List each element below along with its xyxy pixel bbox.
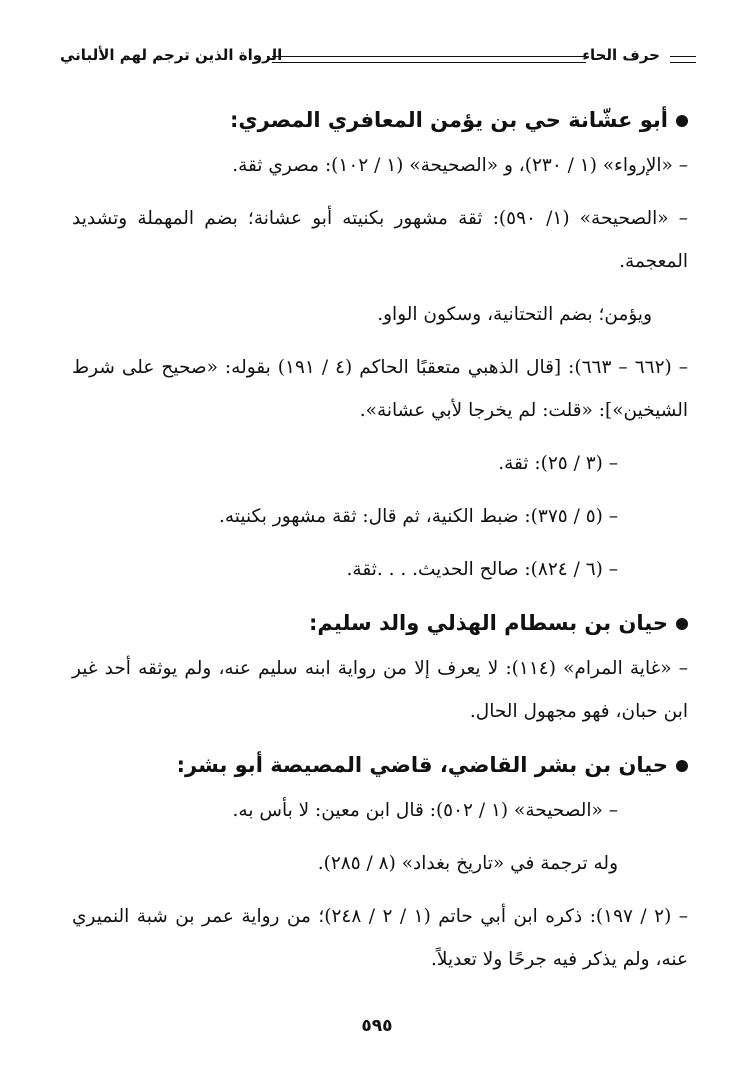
entry-paragraph: – (٥ / ٣٧٥): ضبط الكنية، ثم قال: ثقة مشهور بكنيته. — [218, 506, 618, 527]
bullet-icon — [676, 618, 688, 630]
entry-heading — [72, 102, 688, 138]
header-book-title: الرواة الذين ترجم لهم الألباني — [60, 46, 283, 64]
entry-paragraph: – (٦٦٢ – ٦٦٣): [قال الذهبي متعقبًا الحاكم (٤ / ١٩١) بقوله: «صحيح على شرط الشيخين»]: «قلت: لم يخرجا لأبي عشانة». — [72, 357, 688, 421]
entry-heading-text: حيان بن بشر القاضي، قاضي المصيصة أبو بشر: — [176, 753, 668, 777]
page-number: ٥٩٥ — [361, 1016, 393, 1036]
header-section-title: حرف الحاء — [582, 46, 660, 64]
narrator-entry — [72, 747, 688, 981]
entry-paragraph: – (٦ / ٨٢٤): صالح الحديث. . . .ثقة. — [346, 559, 618, 580]
entry-paragraph: – (٣ / ٢٥): ثقة. — [498, 453, 618, 474]
header-rule — [272, 56, 586, 63]
entry-paragraph: وله ترجمة في «تاريخ بغداد» (٨ / ٢٨٥). — [317, 853, 618, 874]
page-body — [72, 98, 688, 991]
narrator-entry — [72, 605, 688, 733]
entry-heading — [72, 605, 688, 641]
entry-paragraph: – (٢ / ١٩٧): ذكره ابن أبي حاتم (١ / ٢ / ٢٤٨)؛ من رواية عمر بن شبة النميري عنه، ولم يذكر فيه جرحًا ولا تعديلاً. — [72, 906, 689, 970]
entry-paragraph: ويؤمن؛ بضم التحتانية، وسكون الواو. — [377, 304, 652, 325]
entry-heading-text: حيان بن بسطام الهذلي والد سليم: — [309, 611, 668, 635]
entry-paragraph: – «الصحيحة» (١/ ٥٩٠): ثقة مشهور بكنيته أبو عشانة؛ بضم المهملة وتشديد المعجمة. — [72, 208, 688, 272]
bullet-icon — [676, 115, 688, 127]
entry-heading — [72, 747, 688, 783]
entry-paragraph: – «الإرواء» (١ / ٢٣٠)، و «الصحيحة» (١ / ١٠٢): مصري ثقة. — [232, 155, 688, 176]
header-ornament — [670, 56, 696, 63]
running-header — [60, 44, 696, 72]
entry-paragraph: – «غاية المرام» (١١٤): لا يعرف إلا من رواية ابنه سليم عنه، ولم يوثقه أحد غير ابن حبان، فهو مجهول الحال. — [72, 658, 688, 722]
bullet-icon — [676, 760, 688, 772]
narrator-entry — [72, 102, 688, 591]
entry-paragraph: – «الصحيحة» (١ / ٥٠٢): قال ابن معين: لا بأس به. — [232, 800, 618, 821]
entry-heading-text: أبو عشّانة حي بن يؤمن المعافري المصري: — [230, 108, 668, 132]
